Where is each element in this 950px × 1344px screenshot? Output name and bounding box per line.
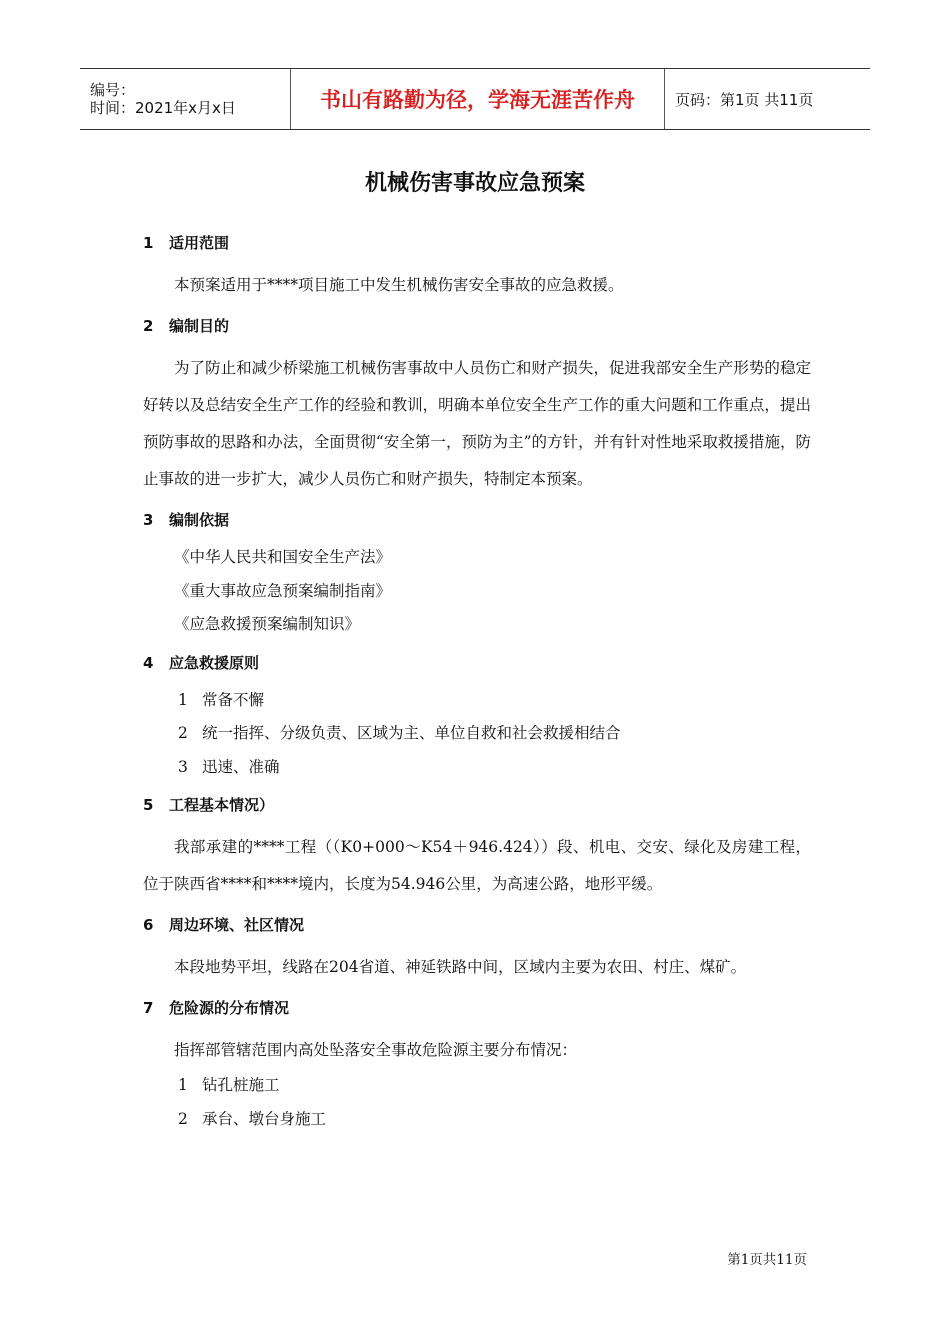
- list-item: 《应急救援预案编制知识》: [174, 615, 361, 633]
- section-title: 周边环境、社区情况: [169, 916, 305, 934]
- section-title: 工程基本情况）: [169, 796, 275, 814]
- item-text: 常备不懈: [202, 690, 265, 709]
- list-item: [143, 751, 811, 785]
- section-title: 编制目的: [169, 317, 230, 335]
- section-number: 4: [143, 653, 154, 672]
- section-heading: [143, 315, 811, 337]
- section-heading: [143, 914, 811, 936]
- reference-list: [143, 541, 811, 642]
- section-heading: [143, 997, 811, 1019]
- serial-label: 编号：: [90, 81, 136, 99]
- document-body: [143, 232, 811, 1146]
- document-header: [80, 68, 870, 130]
- section-number: 3: [143, 511, 154, 529]
- principle-list: [143, 684, 811, 785]
- page-footer: 第1页共11页: [727, 1252, 807, 1268]
- header-meta: [80, 69, 291, 129]
- section-number: 6: [143, 916, 154, 934]
- time-label: 时间：2021年x月x日: [90, 99, 236, 117]
- section-number: 7: [143, 999, 154, 1017]
- paragraph: 本预案适用于****项目施工中发生机械伤害安全事故的应急救援。: [174, 276, 624, 294]
- item-number: 1: [178, 1076, 188, 1094]
- item-number: 1: [178, 690, 188, 709]
- section-heading: [143, 652, 811, 674]
- section-title: 适用范围: [169, 234, 230, 252]
- section-heading: [143, 794, 811, 816]
- page-label: 页码：第1页 共11页: [675, 90, 814, 109]
- paragraph: 指挥部管辖范围内高处坠落安全事故危险源主要分布情况：: [174, 1041, 578, 1059]
- section-number: 5: [143, 796, 154, 814]
- paragraph: 我部承建的****工程（（K0+000～K54＋946.424））段、机电、交安、绿化及房建工程，位于陕西省****和****境内，长度为54.946公里，为高速公路，地形平缓。: [143, 838, 811, 893]
- motto: 书山有路勤为径，学海无涯苦作舟: [291, 69, 665, 129]
- section-title: 危险源的分布情况: [169, 999, 290, 1017]
- item-text: 统一指挥、分级负责、区域为主、单位自救和社会救援相结合: [202, 724, 621, 742]
- item-text: 钻孔桩施工: [202, 1076, 280, 1094]
- list-item: [143, 1103, 811, 1137]
- list-item: [143, 717, 811, 751]
- section-number: 2: [143, 317, 154, 335]
- hazard-list: [143, 1069, 811, 1136]
- document-title: 机械伤害事故应急预案: [364, 171, 585, 196]
- paragraph: 为了防止和减少桥梁施工机械伤害事故中人员伤亡和财产损失，促进我部安全生产形势的稳定好转以及总结安全生产工作的经验和教训，明确本单位安全生产工作的重大问题和工作重点，提出预防事故的思路和办法，全面贯彻“安全第一，预防为主”的方针，并有针对性地采取救援措施，防止事故的进一步扩大，减少人员伤亡和财产损失，特制定本预案。: [143, 359, 811, 488]
- paragraph: 本段地势平坦，线路在204省道、神延铁路中间，区域内主要为农田、村庄、煤矿。: [174, 958, 747, 976]
- section-heading: [143, 232, 811, 254]
- item-text: 迅速、准确: [202, 757, 280, 776]
- section-heading: [143, 509, 811, 531]
- list-item: 《重大事故应急预案编制指南》: [174, 581, 392, 600]
- item-number: 2: [178, 724, 188, 742]
- section-title: 编制依据: [169, 511, 230, 529]
- list-item: [143, 1069, 811, 1103]
- item-number: 2: [178, 1109, 188, 1128]
- section-title: 应急救援原则: [169, 653, 260, 672]
- item-text: 承台、墩台身施工: [202, 1109, 327, 1128]
- list-item: [143, 684, 811, 718]
- section-number: 1: [143, 234, 154, 252]
- list-item: 《中华人民共和国安全生产法》: [174, 548, 392, 566]
- item-number: 3: [178, 757, 188, 776]
